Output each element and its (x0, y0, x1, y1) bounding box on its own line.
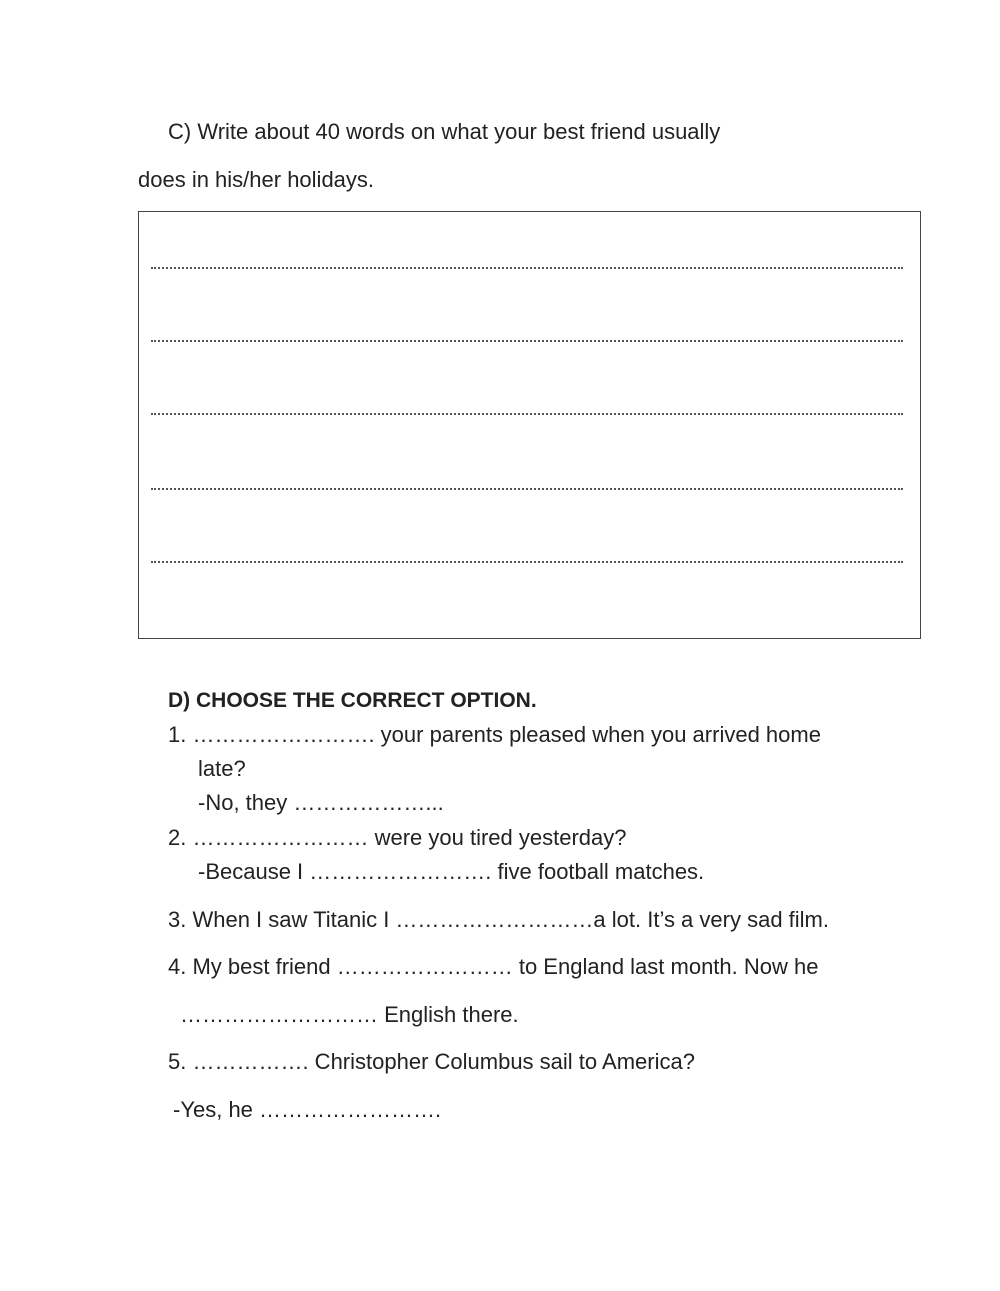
question-1-line1: 1. ……………………. your parents pleased when you arrived home (168, 722, 821, 747)
question-4-line1: 4. My best friend …………………… to England last month. Now he (168, 954, 819, 979)
section-c-prompt-line1: C) Write about 40 words on what your best friend usually (168, 119, 721, 144)
section-c-prompt-line2: does in his/her holidays. (138, 167, 375, 192)
section-d-heading: D) CHOOSE THE CORRECT OPTION. (168, 689, 537, 712)
question-2-line1: 2. …………………… were you tired yesterday? (168, 825, 627, 850)
question-5-line2: -Yes, he ……………………. (173, 1097, 442, 1122)
answer-dotted-line[interactable] (151, 561, 903, 563)
question-1-line2: late? (198, 756, 246, 781)
answer-dotted-line[interactable] (151, 488, 903, 490)
question-3-line1: 3. When I saw Titanic I ………………………a lot. It’s a very sad film. (168, 907, 829, 932)
question-2-line2: -Because I ……………………. five football matches. (198, 859, 705, 884)
answer-dotted-line[interactable] (151, 340, 903, 342)
answer-dotted-line[interactable] (151, 413, 903, 415)
question-5-line1: 5. ……………. Christopher Columbus sail to America? (168, 1049, 695, 1074)
question-1-line3: -No, they ………………... (198, 790, 444, 815)
writing-answer-box[interactable] (138, 211, 921, 639)
question-4-line2: ……………………… English there. (180, 1002, 519, 1027)
answer-dotted-line[interactable] (151, 267, 903, 269)
